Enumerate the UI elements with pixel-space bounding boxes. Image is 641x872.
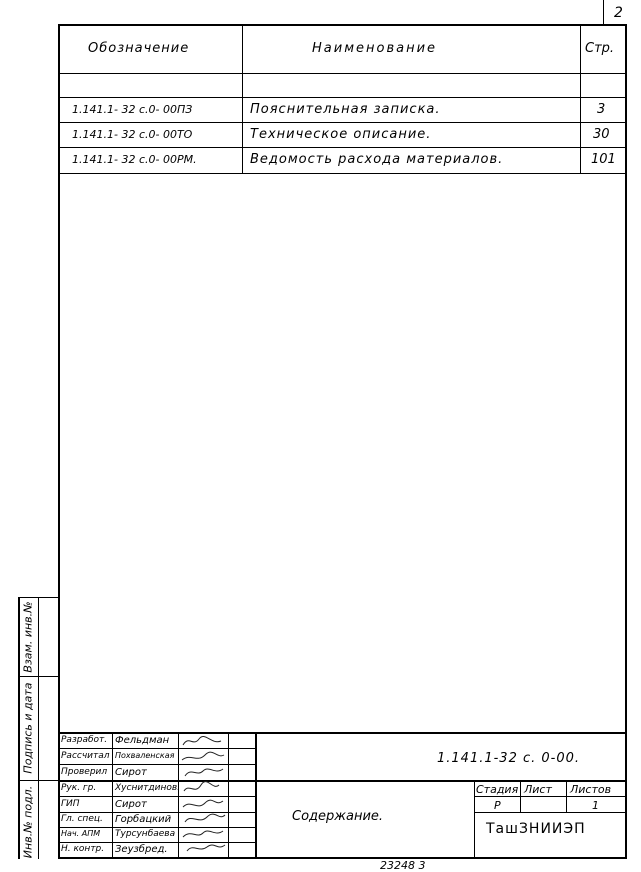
- sig-name-1: Фельдман: [115, 735, 170, 746]
- side-stamp-div-1: [18, 676, 58, 677]
- blank-row-bottom-line: [58, 97, 625, 98]
- title-stage-col-1: [520, 780, 521, 812]
- document-title: Содержание.: [292, 809, 384, 824]
- sig-name-5: Сирот: [115, 799, 147, 810]
- sig-role-5: ГИП: [61, 799, 80, 809]
- row-2-bottom-line: [58, 147, 625, 148]
- side-stamp-div-2: [18, 780, 58, 781]
- stage-value: Р: [494, 799, 501, 812]
- side-stamp-outer-line: [18, 597, 20, 859]
- side-stamp-signature-label: Подпись и дата: [21, 682, 35, 774]
- sig-col-signature: [228, 732, 229, 857]
- side-stamp-top: [18, 597, 58, 598]
- footer-text: 23248 3: [380, 859, 426, 872]
- page-number: 2: [614, 5, 623, 21]
- signature-1: [183, 736, 221, 745]
- signature-8: [187, 845, 225, 851]
- signature-5: [183, 800, 223, 807]
- header-bottom-line: [58, 73, 625, 74]
- sig-name-6: Горбацкий: [115, 814, 172, 825]
- frame-bottom-border: [58, 857, 627, 859]
- column-divider-1: [242, 24, 243, 174]
- header-name: Наименование: [312, 41, 438, 56]
- row-2-designation: 1.141.1- 32 с.0- 00ТО: [72, 128, 193, 141]
- side-stamp-inventory-label: Инв.№ подл.: [21, 785, 35, 859]
- sig-name-3: Сирот: [115, 767, 147, 778]
- sig-role-2: Рассчитал: [61, 751, 110, 761]
- row-2-name: Техническое описание.: [250, 127, 432, 142]
- side-stamp-inner-line: [38, 597, 39, 859]
- sheets-header: Листов: [570, 783, 612, 796]
- sig-role-3: Проверил: [61, 767, 108, 777]
- side-stamp-replace-label: Взам. инв.№: [21, 601, 35, 673]
- organization-name: ТашЗНИИЭП: [486, 821, 586, 837]
- title-block-divider: [255, 732, 257, 857]
- sig-role-1: Разработ.: [61, 735, 108, 745]
- row-3-page: 101: [591, 152, 616, 167]
- frame-top-border: [58, 24, 627, 26]
- sig-role-7: Нач. АПМ: [61, 829, 101, 838]
- row-3-bottom-line: [58, 173, 625, 174]
- title-stage-col-2: [566, 780, 567, 812]
- row-2-page: 30: [593, 127, 610, 142]
- signature-3: [185, 769, 223, 776]
- header-designation: Обозначение: [88, 41, 190, 56]
- signature-6: [185, 814, 225, 822]
- sig-name-7: Турсунбаева: [115, 829, 176, 839]
- signature-7: [183, 831, 223, 837]
- column-divider-2: [580, 24, 581, 174]
- title-stage-value-line: [474, 812, 625, 813]
- sig-role-6: Гл. спец.: [61, 814, 103, 824]
- sig-name-4: Хуснитдинов.: [115, 783, 181, 793]
- document-code: 1.141.1-32 с. 0-00.: [437, 751, 581, 766]
- row-3-name: Ведомость расхода материалов.: [250, 152, 504, 167]
- sig-role-8: Н. контр.: [61, 844, 105, 854]
- sig-name-8: Зеузбред.: [115, 844, 168, 855]
- title-block-mid: [58, 780, 625, 782]
- title-stage-header-line: [474, 796, 625, 797]
- sig-role-4: Рук. гр.: [61, 783, 97, 793]
- stage-header: Стадия: [476, 783, 519, 796]
- header-page: Стр.: [585, 41, 615, 56]
- frame-right-border: [625, 24, 627, 859]
- row-3-designation: 1.141.1- 32 с.0- 00РМ.: [72, 153, 197, 166]
- page-number-divider: [603, 0, 604, 24]
- row-1-bottom-line: [58, 122, 625, 123]
- sheets-value: 1: [592, 799, 599, 812]
- row-1-name: Пояснительная записка.: [250, 102, 441, 117]
- signature-4: [184, 782, 219, 791]
- sig-col-role: [112, 732, 113, 857]
- sig-name-2: Похваленская: [115, 751, 175, 760]
- sheet-header: Лист: [524, 783, 552, 796]
- title-stage-divider: [474, 780, 475, 857]
- row-1-designation: 1.141.1- 32 с.0- 00ПЗ: [72, 103, 193, 116]
- title-block-top: [58, 732, 625, 734]
- signature-2: [182, 752, 224, 760]
- handwritten-signatures: [179, 733, 228, 857]
- row-1-page: 3: [597, 102, 606, 117]
